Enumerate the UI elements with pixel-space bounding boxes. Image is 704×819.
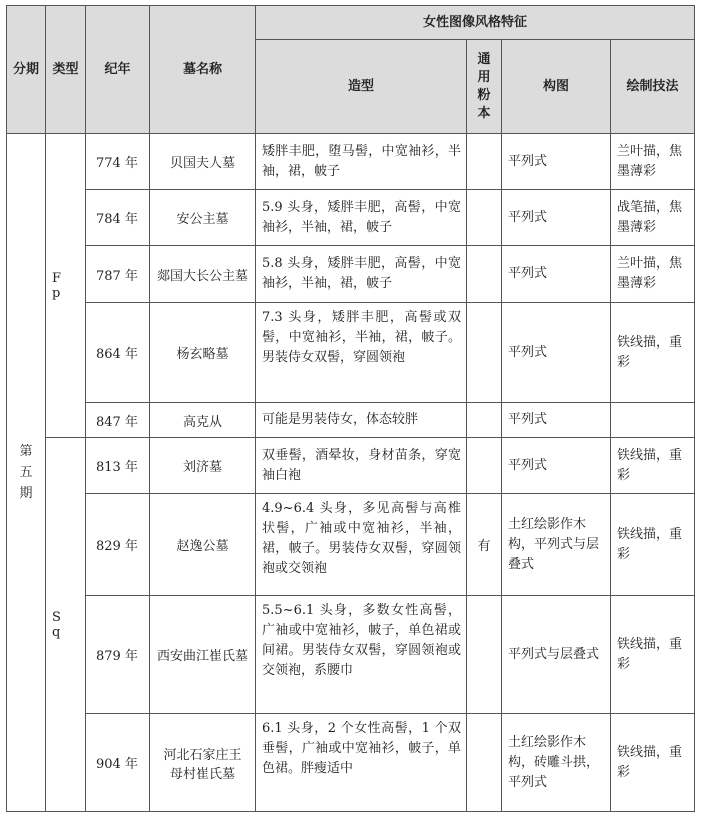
header-type: 类型 bbox=[46, 6, 86, 134]
year-cell: 787 年 bbox=[86, 246, 150, 303]
year-cell: 829 年 bbox=[86, 494, 150, 596]
tomb-name-cell: 西安曲江崔氏墓 bbox=[150, 596, 256, 714]
table-row bbox=[7, 494, 695, 596]
table-row bbox=[7, 303, 695, 403]
year-cell: 813 年 bbox=[86, 438, 150, 494]
technique-cell: 铁线描，重彩 bbox=[611, 714, 695, 812]
shape-cell: 5.8 头身，矮胖丰肥，高髻，中宽袖衫，半袖，裙，帔子 bbox=[256, 246, 467, 303]
header-shape: 造型 bbox=[256, 40, 467, 134]
tomb-name-cell: 高克从 bbox=[150, 403, 256, 438]
table-row bbox=[7, 438, 695, 494]
shape-cell: 可能是男装侍女，体态较胖 bbox=[256, 403, 467, 438]
tomb-mural-style-table bbox=[6, 5, 695, 812]
technique-cell: 铁线描，重彩 bbox=[611, 494, 695, 596]
powder-cell bbox=[467, 303, 502, 403]
composition-cell: 平列式 bbox=[502, 303, 611, 403]
table-row bbox=[7, 134, 695, 190]
table-row bbox=[7, 714, 695, 812]
tomb-name-cell: 刘济墓 bbox=[150, 438, 256, 494]
composition-cell: 平列式 bbox=[502, 134, 611, 190]
powder-cell bbox=[467, 403, 502, 438]
header-period: 分期 bbox=[7, 6, 46, 134]
table-row bbox=[7, 190, 695, 246]
composition-cell: 平列式与层叠式 bbox=[502, 596, 611, 714]
tomb-name-cell: 杨玄略墓 bbox=[150, 303, 256, 403]
technique-cell: 兰叶描，焦墨薄彩 bbox=[611, 246, 695, 303]
shape-cell: 6.1 头身，2 个女性高髻，1 个双垂髻，广袖或中宽袖衫，帔子，单色裙。胖瘦适中 bbox=[256, 714, 467, 812]
composition-cell: 平列式 bbox=[502, 438, 611, 494]
type-cell-fp: F p bbox=[46, 134, 86, 438]
year-cell: 774 年 bbox=[86, 134, 150, 190]
shape-cell: 双垂髻，酒晕妆，身材苗条，穿宽袖白袍 bbox=[256, 438, 467, 494]
year-cell: 904 年 bbox=[86, 714, 150, 812]
powder-cell bbox=[467, 134, 502, 190]
year-cell: 864 年 bbox=[86, 303, 150, 403]
powder-cell bbox=[467, 438, 502, 494]
shape-cell: 5.9 头身，矮胖丰肥，高髻，中宽袖衫，半袖，裙，帔子 bbox=[256, 190, 467, 246]
shape-cell: 4.9~6.4 头身，多见高髻与高椎状髻，广袖或中宽袖衫，半袖，裙，帔子。男装侍女双髻，穿圆领袍或交领袍 bbox=[256, 494, 467, 596]
header-row-1 bbox=[7, 6, 695, 40]
tomb-name-cell: 郯国大长公主墓 bbox=[150, 246, 256, 303]
year-cell: 784 年 bbox=[86, 190, 150, 246]
header-composition: 构图 bbox=[502, 40, 611, 134]
table-row bbox=[7, 403, 695, 438]
technique-cell: 兰叶描，焦墨薄彩 bbox=[611, 134, 695, 190]
composition-cell: 土红绘影作木构，砖雕斗拱，平列式 bbox=[502, 714, 611, 812]
tomb-name-cell: 河北石家庄王母村崔氏墓 bbox=[150, 714, 256, 812]
header-powder: 通 用 粉 本 bbox=[467, 40, 502, 134]
powder-cell bbox=[467, 246, 502, 303]
tomb-name-cell: 贝国夫人墓 bbox=[150, 134, 256, 190]
composition-cell: 平列式 bbox=[502, 246, 611, 303]
header-tomb-name: 墓名称 bbox=[150, 6, 256, 134]
composition-cell: 平列式 bbox=[502, 190, 611, 246]
powder-cell: 有 bbox=[467, 494, 502, 596]
period-cell: 第 五 期 bbox=[7, 134, 46, 812]
type-cell-sq: S q bbox=[46, 438, 86, 812]
year-cell: 847 年 bbox=[86, 403, 150, 438]
table-row bbox=[7, 596, 695, 714]
tomb-name-cell: 赵逸公墓 bbox=[150, 494, 256, 596]
powder-cell bbox=[467, 596, 502, 714]
shape-cell: 5.5~6.1 头身，多数女性高髻，广袖或中宽袖衫，帔子，单色裙或间裙。男装侍女双髻，穿圆领袍或交领袍，系腰巾 bbox=[256, 596, 467, 714]
header-female-style-group: 女性图像风格特征 bbox=[256, 6, 695, 40]
technique-cell: 战笔描，焦墨薄彩 bbox=[611, 190, 695, 246]
powder-cell bbox=[467, 190, 502, 246]
tomb-name-cell: 安公主墓 bbox=[150, 190, 256, 246]
shape-cell: 矮胖丰肥，堕马髻，中宽袖衫，半袖，裙，帔子 bbox=[256, 134, 467, 190]
year-cell: 879 年 bbox=[86, 596, 150, 714]
technique-cell: 铁线描，重彩 bbox=[611, 596, 695, 714]
composition-cell: 平列式 bbox=[502, 403, 611, 438]
technique-cell bbox=[611, 403, 695, 438]
table-row bbox=[7, 246, 695, 303]
composition-cell: 土红绘影作木构，平列式与层叠式 bbox=[502, 494, 611, 596]
header-year: 纪年 bbox=[86, 6, 150, 134]
shape-cell: 7.3 头身，矮胖丰肥，高髻或双髻，中宽袖衫，半袖，裙，帔子。男装侍女双髻，穿圆领袍 bbox=[256, 303, 467, 403]
technique-cell: 铁线描，重彩 bbox=[611, 303, 695, 403]
header-technique: 绘制技法 bbox=[611, 40, 695, 134]
technique-cell: 铁线描，重彩 bbox=[611, 438, 695, 494]
powder-cell bbox=[467, 714, 502, 812]
